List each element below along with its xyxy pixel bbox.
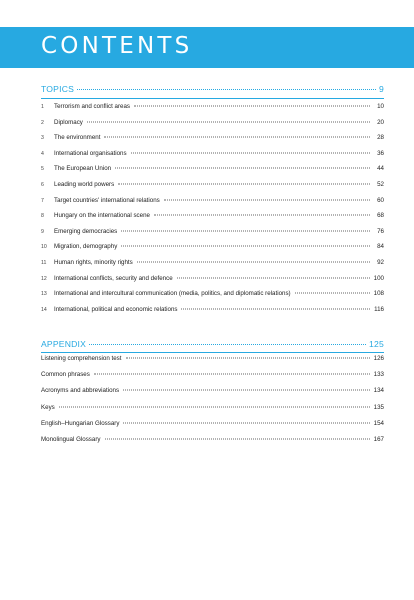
toc-entry[interactable] [41,134,384,146]
toc-entry[interactable] [41,275,384,287]
dot-leader [177,277,370,278]
entry-title: Target countries' international relations [54,196,160,204]
dot-leader [131,152,370,153]
entry-title: Migration, demography [54,243,118,251]
toc-entry[interactable] [41,181,384,193]
entry-number: 2 [41,119,44,126]
dot-leader [164,199,370,200]
entry-page: 52 [377,181,384,188]
entry-number: 3 [41,135,44,142]
appendix-entry[interactable] [41,436,384,448]
entry-title: Monolingual Glossary [41,436,101,443]
dot-leader [181,308,370,309]
entry-number: 6 [41,182,44,188]
topics-label: TOPICS [41,84,75,94]
toc-entry[interactable] [41,119,384,131]
appendix-entry[interactable] [41,387,384,399]
toc-entry[interactable] [41,212,384,224]
dot-leader [137,262,370,263]
entry-page: 126 [373,355,384,362]
toc-entry[interactable] [41,306,384,318]
entry-page: 92 [377,259,384,266]
entry-title: Terrorism and conflict areas [54,103,130,110]
toc-entry[interactable] [41,103,384,115]
appendix-page: 125 [369,339,384,349]
topics-rule [41,98,384,99]
entry-page: 20 [377,118,384,126]
topics-heading[interactable] [41,84,384,98]
appendix-entry[interactable] [41,355,384,367]
entry-page: 154 [373,419,384,427]
entry-number: 10 [41,244,47,251]
entry-number: 1 [41,104,44,110]
dot-leader [118,184,370,185]
entry-number: 14 [41,306,47,313]
contents-banner [0,27,414,68]
entry-page: 167 [373,436,384,443]
entry-number: 9 [41,228,44,235]
entry-number: 11 [41,260,47,266]
dot-leader [295,293,370,294]
page-title: CONTENTS [41,33,193,59]
entry-title: Listening comprehension test [41,355,122,362]
entry-title: The environment [54,134,101,142]
toc-entry[interactable] [41,259,384,271]
entry-number: 7 [41,197,44,204]
entry-page: 10 [377,103,384,110]
entry-number: 5 [41,166,44,173]
entry-page: 133 [373,371,384,379]
entry-number: 4 [41,150,44,157]
topics-page: 9 [379,84,384,94]
entry-page: 36 [377,149,384,157]
entry-page: 60 [377,196,384,204]
entry-title: International organisations [54,149,127,157]
dot-leader [121,246,370,247]
entry-title: Acronyms and abbreviations [41,387,120,395]
toc-entry[interactable] [41,197,384,209]
appendix-entry[interactable] [41,404,384,416]
toc-entry[interactable] [41,290,384,302]
appendix-label: APPENDIX [41,339,87,349]
toc-entry[interactable] [41,243,384,255]
appendix-heading[interactable] [41,339,384,353]
entry-page: 28 [377,134,384,142]
entry-page: 134 [373,387,384,395]
dot-leader [134,106,370,107]
dot-leader [115,168,370,169]
dot-leader [94,374,370,375]
entry-title: Hungary on the international scene [54,212,150,220]
entry-page: 108 [373,290,384,298]
entry-title: Diplomacy [54,118,83,126]
entry-title: Common phrases [41,371,90,379]
dot-leader [89,344,366,345]
toc-entry[interactable] [41,228,384,240]
dot-leader [154,215,370,216]
dot-leader [87,121,370,122]
dot-leader [121,230,370,231]
entry-title: Human rights, minority rights [54,259,133,266]
entry-number: 8 [41,213,44,220]
entry-page: 84 [377,243,384,251]
dot-leader [123,390,370,391]
appendix-entry[interactable] [41,371,384,383]
dot-leader [59,406,370,407]
dot-leader [77,89,376,90]
toc-entry[interactable] [41,165,384,177]
entry-title: Emerging democracies [54,227,118,235]
entry-title: International conflicts, security and defence [54,274,173,282]
entry-page: 44 [377,165,384,173]
entry-page: 68 [377,212,384,220]
dot-leader [126,358,370,359]
entry-title: The European Union [54,165,112,173]
entry-number: 12 [41,275,47,282]
entry-title: International, political and economic relations [54,305,178,313]
appendix-entry[interactable] [41,420,384,432]
appendix-rule [41,352,384,353]
entry-title: Leading world powers [54,181,115,188]
entry-title: International and intercultural communication (media, politics, and diplomatic relations) [54,290,291,298]
entry-page: 116 [374,305,384,313]
entry-title: English–Hungarian Glossary [41,419,120,427]
entry-number: 13 [41,291,47,298]
dot-leader [123,422,369,423]
dot-leader [105,439,370,440]
dot-leader [104,137,370,138]
entry-title: Keys [41,403,55,411]
entry-page: 100 [373,274,384,282]
entry-page: 135 [373,403,384,411]
entry-page: 76 [377,227,384,235]
toc-entry[interactable] [41,150,384,162]
